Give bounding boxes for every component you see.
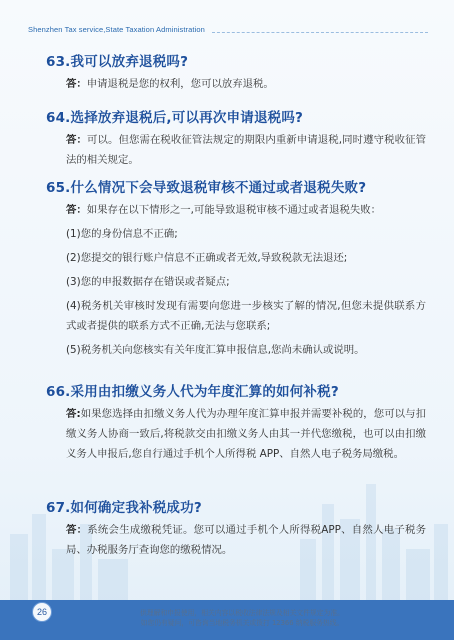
question-title: 67.如何确定我补税成功? (46, 500, 202, 516)
answer-text: 答：申请退税是您的权利，您可以放弃退税。 (66, 78, 274, 90)
answer-label: 答 (66, 134, 77, 146)
answer-list-item: (2)您提交的银行账户信息不正确或者无效,导致税款无法退还; (66, 252, 348, 264)
answer-list-item: (1)您的身份信息不正确; (66, 228, 178, 240)
answer-text: 答：系统会生成缴税凭证。您可以通过手机个人所得税APP、自然人电子税务局、办税服务厅查询您的缴税情况。 (66, 524, 427, 556)
footer-note-line: 供理解和申报使用，相关内容以税收法律法规及相关文件规定为准。 (140, 609, 344, 617)
page-number: 26 (32, 602, 52, 622)
header (28, 25, 428, 39)
answer-paragraph: 如果存在以下情形之一,可能导致退税审核不通过或者退税失败： (86, 204, 382, 216)
qa-item-64 (46, 106, 426, 170)
answer-label: 答 (66, 408, 77, 420)
question-title: 63.我可以放弃退税吗? (46, 54, 189, 70)
answer-label: 答 (66, 204, 77, 216)
qa-item-63 (46, 50, 426, 94)
question-title: 65.什么情况下会导致退税审核不通过或者退税失败? (46, 180, 367, 196)
answer-paragraph: 如果您选择由扣缴义务人代为办理年度汇算申报并需要补税的，您可以与扣缴义务人协商一致后,将税款交由扣缴义务人由其一并代您缴税，也可以由扣缴义务人申报后,您自行通过手机个人所得税 APP、自然人电子税务局缴税。 (66, 408, 426, 460)
question-title: 64.选择放弃退税后,可以再次申请退税吗? (46, 110, 304, 126)
header-org-name: Shenzhen Tax service,State Taxation Administration (28, 25, 205, 34)
answer-label: 答 (66, 78, 77, 90)
answer-text: 答：如果存在以下情形之一,可能导致退税审核不通过或者退税失败： (1)您的身份信息不正确; (2)您提交的银行账户信息不正确或者无效,导致税款无法退还; (3)您的申报数据存在错误或者疑点; (4)税务机关审核时发现有需要向您进一步核实了解的情况,但您未提供联系方式或者提供的联系方式不正确,无法与您联系; (5)税务机关向您核实有关年度汇算申报信息,您尚未确认或说明。 (46, 200, 426, 360)
qa-item-65 (46, 176, 426, 360)
answer-paragraph: 可以。但您需在税收征管法规定的期限内重新申请退税,同时遵守税收征管法的相关规定。 (66, 134, 427, 166)
answer-label: 答 (66, 524, 77, 536)
qa-item-67 (46, 496, 426, 560)
answer-list-item: (5)税务机关向您核实有关年度汇算申报信息,您尚未确认或说明。 (66, 344, 365, 356)
answer-text: 答：可以。但您需在税收征管法规定的期限内重新申请退税,同时遵守税收征管法的相关规定。 (66, 134, 427, 166)
answer-list-item: (3)您的申报数据存在错误或者疑点; (66, 276, 230, 288)
answer-list-item: (4)税务机关审核时发现有需要向您进一步核实了解的情况,但您未提供联系方式或者提供的联系方式不正确,无法与您联系; (66, 300, 426, 332)
header-divider (212, 32, 428, 33)
answer-text: 答:如果您选择由扣缴义务人代为办理年度汇算申报并需要补税的，您可以与扣缴义务人协商一致后,将税款交由扣缴义务人由其一并代您缴税，也可以由扣缴义务人申报后,您自行通过手机个人所得税 APP、自然人电子税务局缴税。 (66, 408, 426, 460)
qa-item-66 (46, 380, 426, 464)
answer-paragraph: 系统会生成缴税凭证。您可以通过手机个人所得税APP、自然人电子税务局、办税服务厅查询您的缴税情况。 (66, 524, 427, 556)
question-title: 66.采用由扣缴义务人代为年度汇算的如何补税? (46, 384, 339, 400)
answer-paragraph: 申请退税是您的权利，您可以放弃退税。 (86, 78, 274, 90)
footer-note-line: 如您仍有疑问，可咨询当地税务机关或拨打 12366 纳税服务热线。 (140, 619, 344, 627)
footer-notes (92, 608, 392, 628)
